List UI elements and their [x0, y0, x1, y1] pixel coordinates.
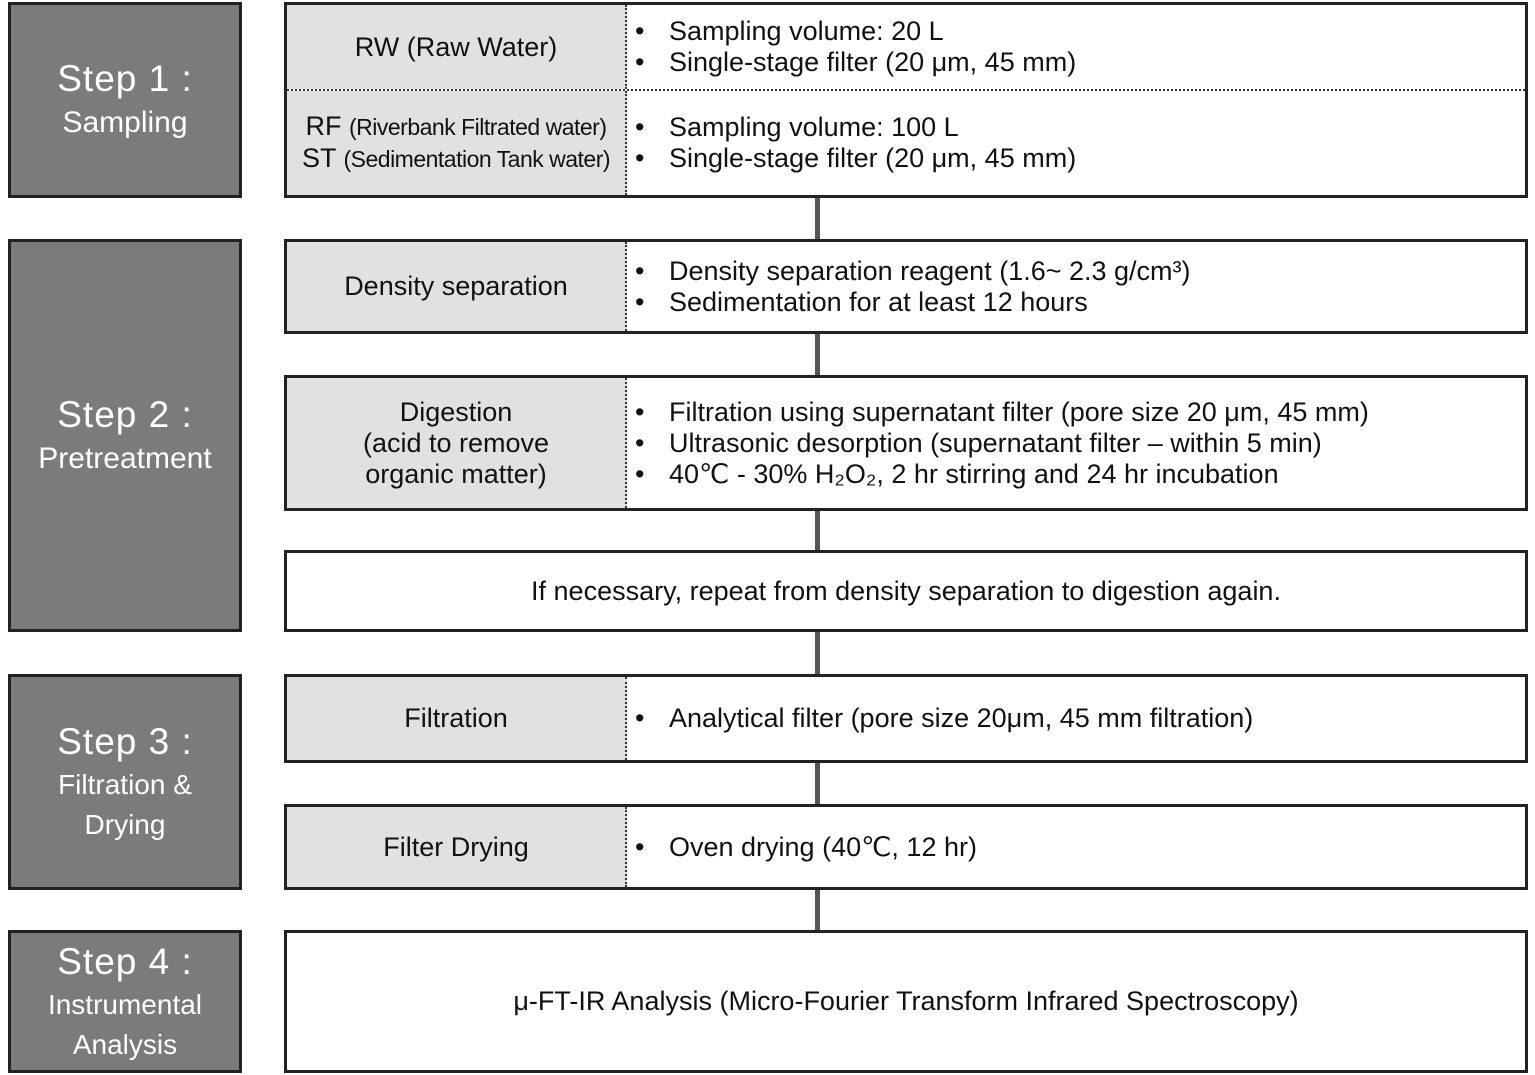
bullet-item	[635, 47, 1525, 78]
sampling-rw-bullets	[627, 5, 1525, 89]
bullet-dot: •	[635, 16, 645, 46]
density-label-text: Density separation	[344, 271, 568, 301]
filtration-bullets	[627, 677, 1525, 760]
step-3-title: Step 3 :	[57, 721, 193, 762]
connector-4-5	[815, 630, 820, 676]
bullet-text: Oven drying (40℃, 12 hr)	[669, 831, 977, 862]
bullet-dot: •	[635, 143, 645, 173]
digestion-label-line-2: (acid to remove	[362, 427, 550, 458]
repeat-note-box	[284, 550, 1528, 632]
bullet-dot: •	[635, 427, 645, 458]
filtration-label-text: Filtration	[404, 703, 508, 733]
step-4-label	[8, 930, 242, 1073]
bullet-text: Sedimentation for at least 12 hours	[669, 286, 1088, 317]
step-1-label	[8, 2, 242, 198]
step-1-title: Step 1 :	[57, 58, 193, 99]
connector-6-7	[815, 887, 820, 932]
drying-label-text: Filter Drying	[383, 831, 529, 862]
bullet-text: Single-stage filter (20 μm, 45 mm)	[669, 143, 1077, 173]
st-desc: (Sedimentation Tank water)	[343, 146, 611, 172]
filtration-box	[284, 674, 1528, 763]
connector-3-4	[815, 509, 820, 552]
bullet-item	[635, 112, 1525, 143]
connector-2-3	[815, 332, 820, 377]
filtration-label	[287, 677, 627, 760]
sampling-rf-st-bullets	[627, 91, 1525, 195]
bullet-dot: •	[635, 47, 645, 77]
bullet-dot: •	[635, 831, 645, 862]
bullet-item	[635, 16, 1525, 47]
bullet-dot: •	[635, 703, 645, 733]
bullet-item	[635, 397, 1525, 428]
digestion-label	[287, 378, 627, 508]
rf-desc: (Riverbank Filtrated water)	[349, 114, 607, 140]
bullet-text: Filtration using supernatant filter (pore size 20 μm, 45 mm)	[669, 396, 1369, 427]
connector-5-6	[815, 761, 820, 806]
bullet-dot: •	[635, 458, 645, 489]
connector-1-2	[815, 196, 820, 241]
step-2-name: Pretreatment	[38, 441, 212, 475]
bullet-dot: •	[635, 396, 645, 427]
step-4-name-line-1: Instrumental	[47, 988, 203, 1020]
step-3-name-line-2: Drying	[84, 809, 166, 840]
bullet-dot: •	[635, 255, 645, 286]
sampling-rw-label	[287, 5, 627, 89]
rf-label-line	[306, 111, 607, 143]
bullet-dot: •	[635, 112, 645, 142]
digestion-bullets	[627, 378, 1525, 508]
analysis-box	[284, 930, 1528, 1073]
rw-label-text: RW (Raw Water)	[354, 31, 558, 62]
rf-code: RF	[305, 111, 342, 141]
step-4-name-line-2: Analysis	[72, 1028, 178, 1060]
step-3-label	[8, 674, 242, 890]
bullet-text: Density separation reagent (1.6~ 2.3 g/cm³)	[669, 255, 1191, 286]
drying-bullets	[627, 807, 1525, 887]
step-2-label	[8, 239, 242, 632]
bullet-item	[635, 143, 1525, 174]
bullet-text: 40℃ - 30% H₂O₂, 2 hr stirring and 24 hr incubation	[669, 458, 1279, 489]
digestion-label-line-3: organic matter)	[365, 458, 547, 489]
sampling-rw-row	[287, 5, 1525, 89]
bullet-text: Ultrasonic desorption (supernatant filter – within 5 min)	[669, 427, 1322, 458]
bullet-item	[635, 703, 1525, 734]
digestion-box	[284, 375, 1528, 511]
sampling-box	[284, 2, 1528, 198]
density-box	[284, 239, 1528, 334]
st-label-line	[302, 143, 610, 175]
bullet-item	[635, 832, 1525, 863]
drying-label	[287, 807, 627, 887]
step-2-title: Step 2 :	[57, 393, 193, 435]
bullet-text: Sampling volume: 100 L	[669, 112, 959, 142]
bullet-item	[635, 287, 1525, 318]
bullet-item	[635, 459, 1525, 490]
density-label	[287, 242, 627, 331]
digestion-label-line-1: Digestion	[399, 396, 513, 427]
bullet-text: Analytical filter (pore size 20μm, 45 mm filtration)	[669, 703, 1254, 733]
step-1-name: Sampling	[62, 106, 188, 139]
sampling-rf-st-label	[287, 91, 627, 195]
st-code: ST	[301, 143, 336, 173]
bullet-text: Single-stage filter (20 μm, 45 mm)	[669, 47, 1077, 77]
analysis-text: μ-FT-IR Analysis (Micro-Fourier Transform Infrared Spectroscopy)	[513, 986, 1299, 1016]
step-3-name-line-1: Filtration &	[58, 769, 192, 800]
bullet-item	[635, 428, 1525, 459]
density-bullets	[627, 242, 1525, 331]
step-4-title: Step 4 :	[57, 940, 193, 982]
bullet-item	[635, 256, 1525, 287]
drying-box	[284, 804, 1528, 890]
sampling-rf-st-row	[287, 91, 1525, 195]
bullet-text: Sampling volume: 20 L	[669, 16, 944, 46]
repeat-note-text: If necessary, repeat from density separation to digestion again.	[531, 575, 1281, 606]
bullet-dot: •	[635, 286, 645, 317]
